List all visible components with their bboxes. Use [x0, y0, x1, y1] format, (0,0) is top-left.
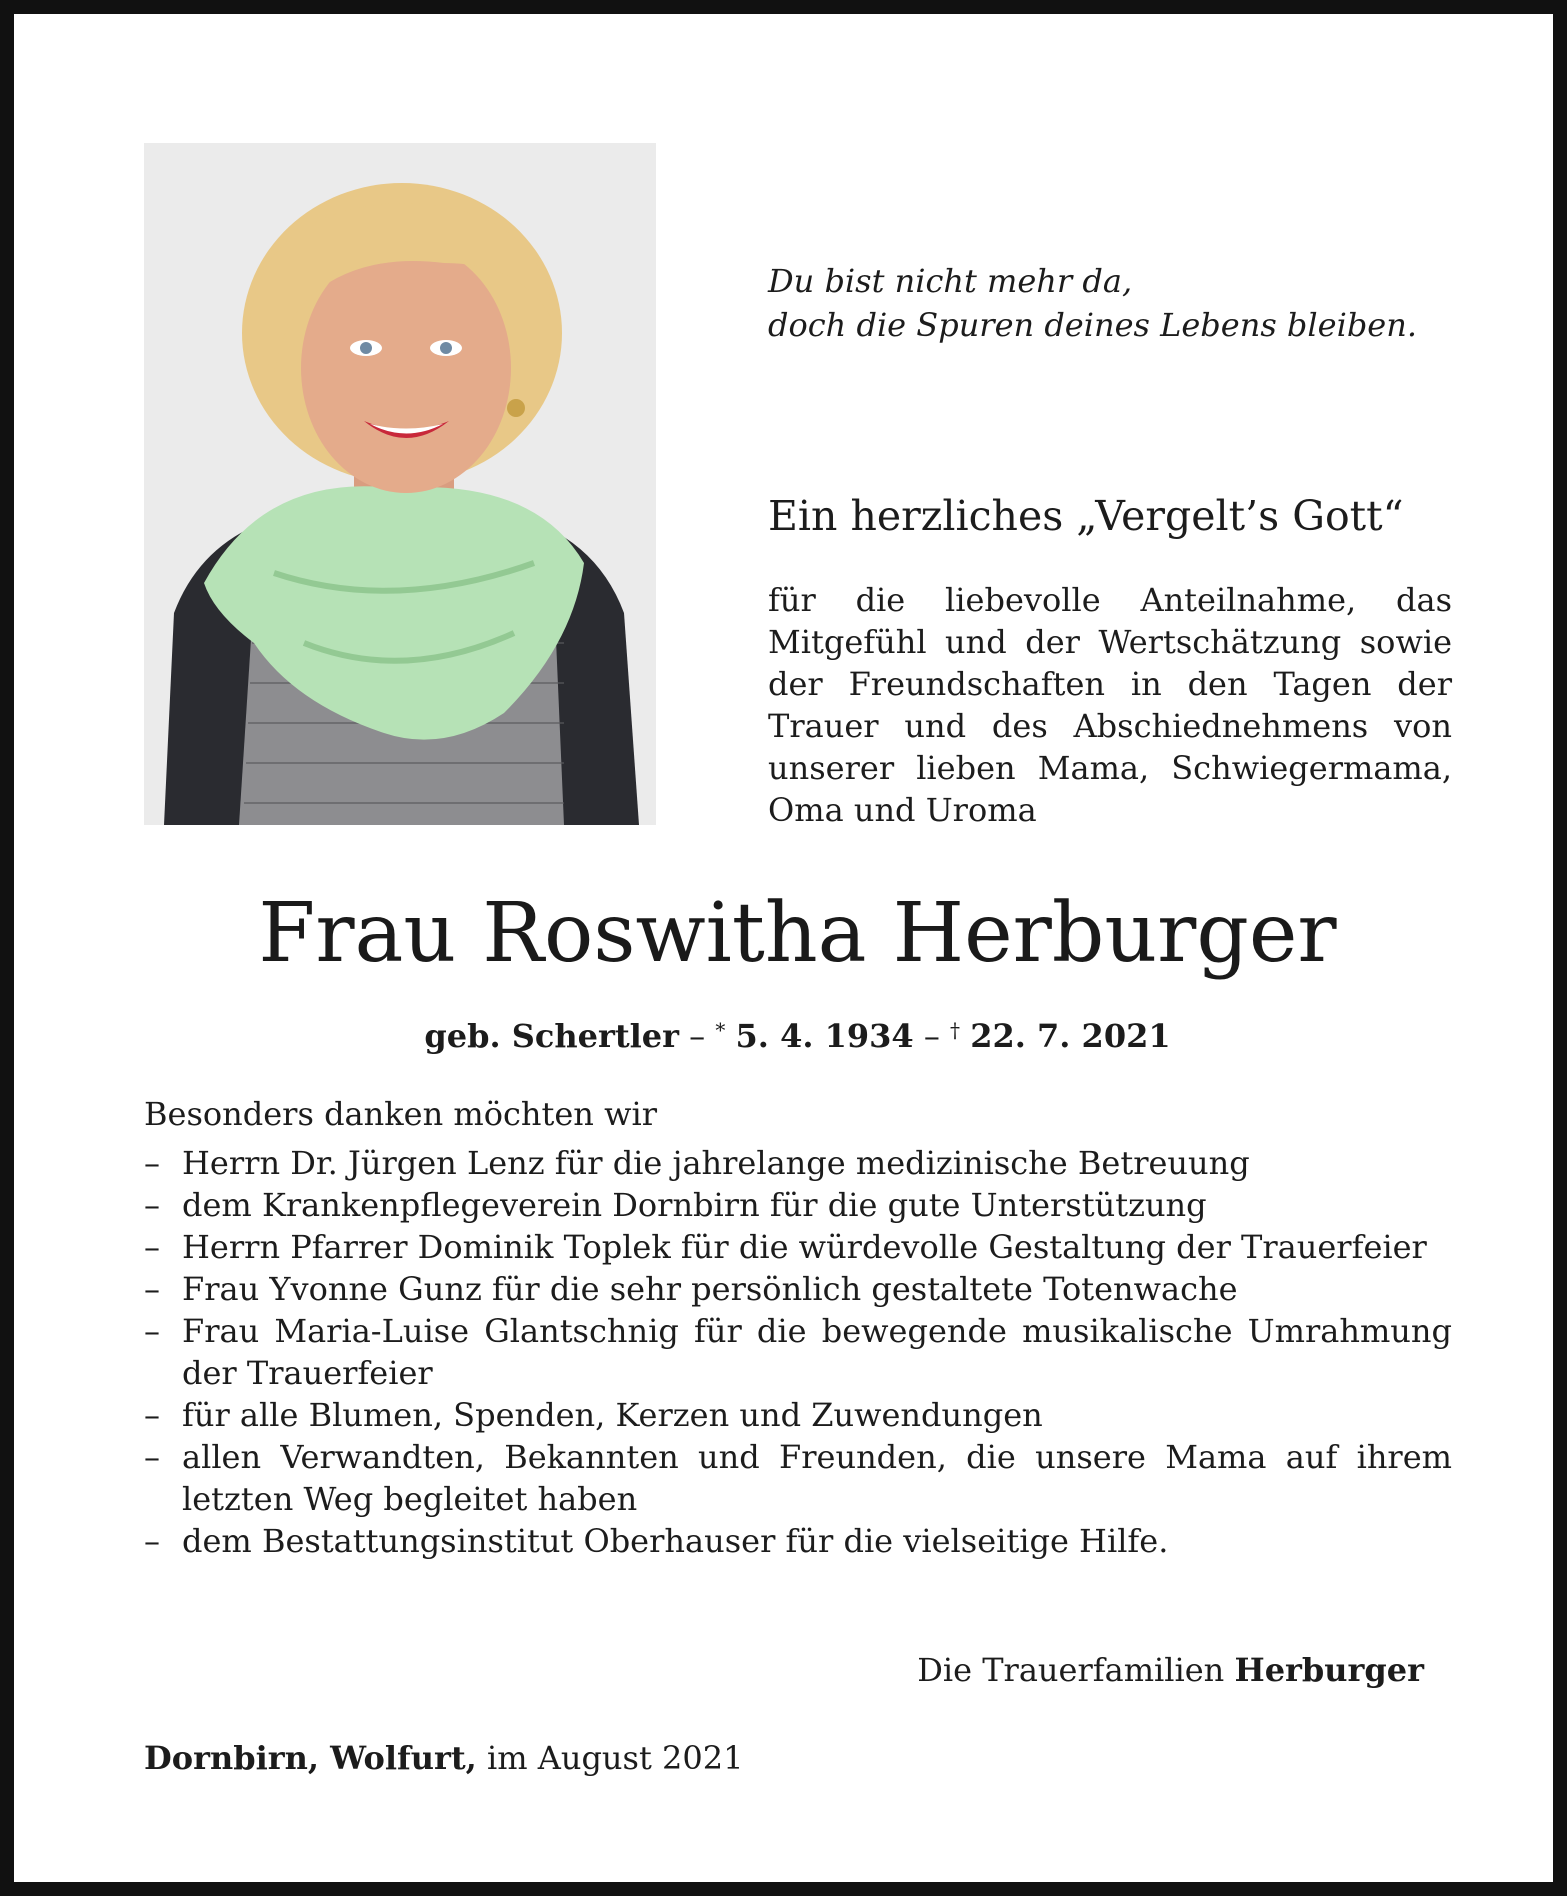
birth-symbol: *: [715, 1018, 726, 1042]
signature-prefix: Die Trauerfamilien: [917, 1651, 1225, 1689]
portrait-photo-icon: [144, 143, 656, 825]
list-item-text: dem Krankenpflegeverein Dornbirn für die gute Unterstützung: [182, 1186, 1207, 1224]
quote-line-2: doch die Spuren deines Lebens bleiben.: [768, 306, 1418, 344]
death-date: 22. 7. 2021: [970, 1017, 1171, 1055]
list-item: [144, 1394, 1452, 1436]
photo-earring: [507, 399, 525, 417]
photo-face: [301, 243, 511, 493]
list-item: [144, 1310, 1452, 1394]
dash-bullet: –: [144, 1396, 160, 1434]
quote-line-1: Du bist nicht mehr da,: [768, 262, 1133, 300]
dash-bullet: –: [144, 1144, 160, 1182]
list-item-text: Herrn Dr. Jürgen Lenz für die jahrelange medizinische Betreuung: [182, 1144, 1250, 1182]
birth-death-line: [14, 1008, 1567, 1058]
photo-iris-right: [440, 342, 452, 354]
acknowledgements-lead: Besonders danken möchten wir: [144, 1095, 657, 1133]
separator-2: –: [923, 1017, 940, 1055]
list-item-text: allen Verwandten, Bekannten und Freunden, die unsere Mama auf ihrem letzten Weg begleitet haben: [182, 1438, 1452, 1518]
signature-family-name: Herburger: [1234, 1651, 1424, 1689]
thanks-heading: Ein herzliches „Vergelt’s Gott“: [768, 492, 1404, 540]
list-item-text: Frau Maria-Luise Glantschnig für die bewegende musikalische Umrahmung der Trauerfeier: [182, 1312, 1452, 1392]
list-item-text: Frau Yvonne Gunz für die sehr persönlich gestaltete Totenwache: [182, 1270, 1238, 1308]
dash-bullet: –: [144, 1438, 160, 1476]
list-item: [144, 1184, 1452, 1226]
place-and-date: [144, 1736, 743, 1780]
list-item: [144, 1226, 1452, 1268]
maiden-name: geb. Schertler: [424, 1017, 679, 1055]
places: Dornbirn, Wolfurt,: [144, 1739, 477, 1777]
portrait-photo: [144, 143, 656, 825]
acknowledgements-list: [144, 1142, 1452, 1562]
list-item-text: für alle Blumen, Spenden, Kerzen und Zuwendungen: [182, 1396, 1043, 1434]
separator-1: –: [689, 1017, 706, 1055]
birth-date: 5. 4. 1934: [735, 1017, 914, 1055]
dash-bullet: –: [144, 1228, 160, 1266]
list-item: [144, 1142, 1452, 1184]
list-item-text: Herrn Pfarrer Dominik Toplek für die würdevolle Gestaltung der Trauerfeier: [182, 1228, 1427, 1266]
family-signature: [917, 1648, 1424, 1692]
memorial-quote: [768, 259, 1417, 347]
dash-bullet: –: [144, 1522, 160, 1560]
list-item: [144, 1268, 1452, 1310]
list-item: [144, 1520, 1452, 1562]
list-item-text: dem Bestattungsinstitut Oberhauser für die vielseitige Hilfe.: [182, 1522, 1169, 1560]
date-text: im August 2021: [486, 1739, 744, 1777]
thanks-intro-text: für die liebevolle Anteilnahme, das Mitgefühl und der Wertschätzung sowie der Freundschaften in den Tagen der Trauer und des Abschiednehmens von unserer lieben Mama, Schwiegermama, Oma und Uroma: [768, 581, 1452, 829]
list-item: [144, 1436, 1452, 1520]
dash-bullet: –: [144, 1186, 160, 1224]
photo-iris-left: [360, 342, 372, 354]
deceased-name: Frau Roswitha Herburger: [258, 886, 1337, 981]
death-symbol: †: [950, 1018, 961, 1042]
dash-bullet: –: [144, 1270, 160, 1308]
dash-bullet: –: [144, 1312, 160, 1350]
